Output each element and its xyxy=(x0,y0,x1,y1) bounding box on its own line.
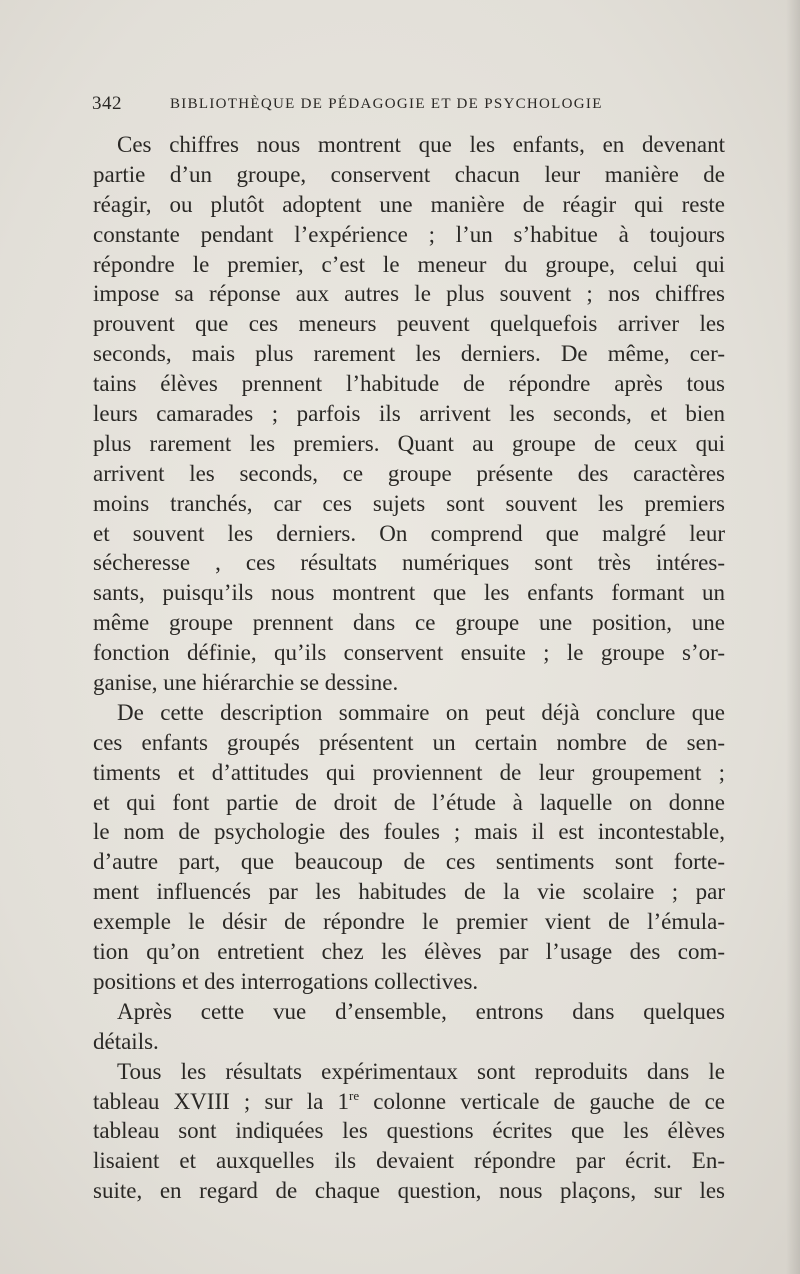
text-line: leurs camarades ; parfois ils arrivent les seconds, et bien xyxy=(93,401,725,427)
text-line: ces enfants groupés présentent un certain nombre de sen- xyxy=(93,729,725,755)
text-line: partie d’un groupe, conservent chacun leur manière de xyxy=(93,161,725,187)
text-line: plus rarement les premiers. Quant au groupe de ceux qui xyxy=(93,430,725,456)
text-segment: colonne verticale de gauche de ce xyxy=(359,1088,725,1114)
text-line: tains élèves prennent l’habitude de répondre après tous xyxy=(93,371,725,397)
text-line: sants, puisqu’ils nous montrent que les enfants formant un xyxy=(93,580,725,606)
running-title: BIBLIOTHÈQUE DE PÉDAGOGIE ET DE PSYCHOLOGIE xyxy=(170,96,603,112)
text-line: et souvent les derniers. On comprend que malgré leur xyxy=(93,520,725,546)
text-line: De cette description sommaire on peut déjà conclure que xyxy=(117,699,725,725)
text-segment: tableau XVIII ; sur la 1 xyxy=(93,1088,349,1114)
text-line: sécheresse , ces résultats numériques sont très intéres- xyxy=(93,550,725,576)
text-line: tion qu’on entretient chez les élèves par l’usage des com- xyxy=(93,939,725,965)
text-line: impose sa réponse aux autres le plus souvent ; nos chiffres xyxy=(93,281,725,307)
body-text xyxy=(93,130,725,1206)
page-edge-shadow xyxy=(786,0,800,1274)
text-line: Après cette vue d’ensemble, entrons dans quelques xyxy=(117,998,725,1024)
text-line: exemple le désir de répondre le premier vient de l’émula- xyxy=(93,909,725,935)
text-line: détails. xyxy=(93,1028,159,1054)
text-line: positions et des interrogations collectives. xyxy=(93,968,479,994)
text-line: réagir, ou plutôt adoptent une manière de réagir qui reste xyxy=(93,191,725,217)
text-line: répondre le premier, c’est le meneur du groupe, celui qui xyxy=(93,251,725,277)
text-line: Tous les résultats expérimentaux sont reproduits dans le xyxy=(117,1058,725,1084)
page-header xyxy=(92,93,652,115)
text-line: même groupe prennent dans ce groupe une position, une xyxy=(93,610,725,636)
text-line: tableau sont indiquées les questions écrites que les élèves xyxy=(93,1118,725,1144)
text-line: lisaient et auxquelles ils devaient répondre par écrit. En- xyxy=(93,1148,725,1174)
text-line: d’autre part, que beaucoup de ces sentiments sont forte- xyxy=(93,849,725,875)
text-line: seconds, mais plus rarement les derniers. De même, cer- xyxy=(93,341,725,367)
page-number: 342 xyxy=(92,93,122,114)
text-line: constante pendant l’expérience ; l’un s’habitue à toujours xyxy=(93,221,725,247)
text-line: ganise, une hiérarchie se dessine. xyxy=(93,670,399,696)
text-line: ment influencés par les habitudes de la vie scolaire ; par xyxy=(93,879,725,905)
text-line: suite, en regard de chaque question, nous plaçons, sur les xyxy=(93,1178,725,1204)
text-line: arrivent les seconds, ce groupe présente des caractères xyxy=(93,460,725,486)
text-line xyxy=(93,1087,725,1117)
text-line: et qui font partie de droit de l’étude à laquelle on donne xyxy=(93,789,725,815)
text-line: moins tranchés, car ces sujets sont souvent les premiers xyxy=(93,490,725,516)
text-line: Ces chiffres nous montrent que les enfants, en devenant xyxy=(117,132,725,157)
text-line: fonction définie, qu’ils conservent ensuite ; le groupe s’or- xyxy=(93,640,725,666)
text-line: timents et d’attitudes qui proviennent de leur groupement ; xyxy=(93,759,725,785)
superscript: re xyxy=(349,1087,360,1103)
text-line: le nom de psychologie des foules ; mais il est incontestable, xyxy=(93,819,725,845)
text-line: prouvent que ces meneurs peuvent quelquefois arriver les xyxy=(93,311,725,337)
